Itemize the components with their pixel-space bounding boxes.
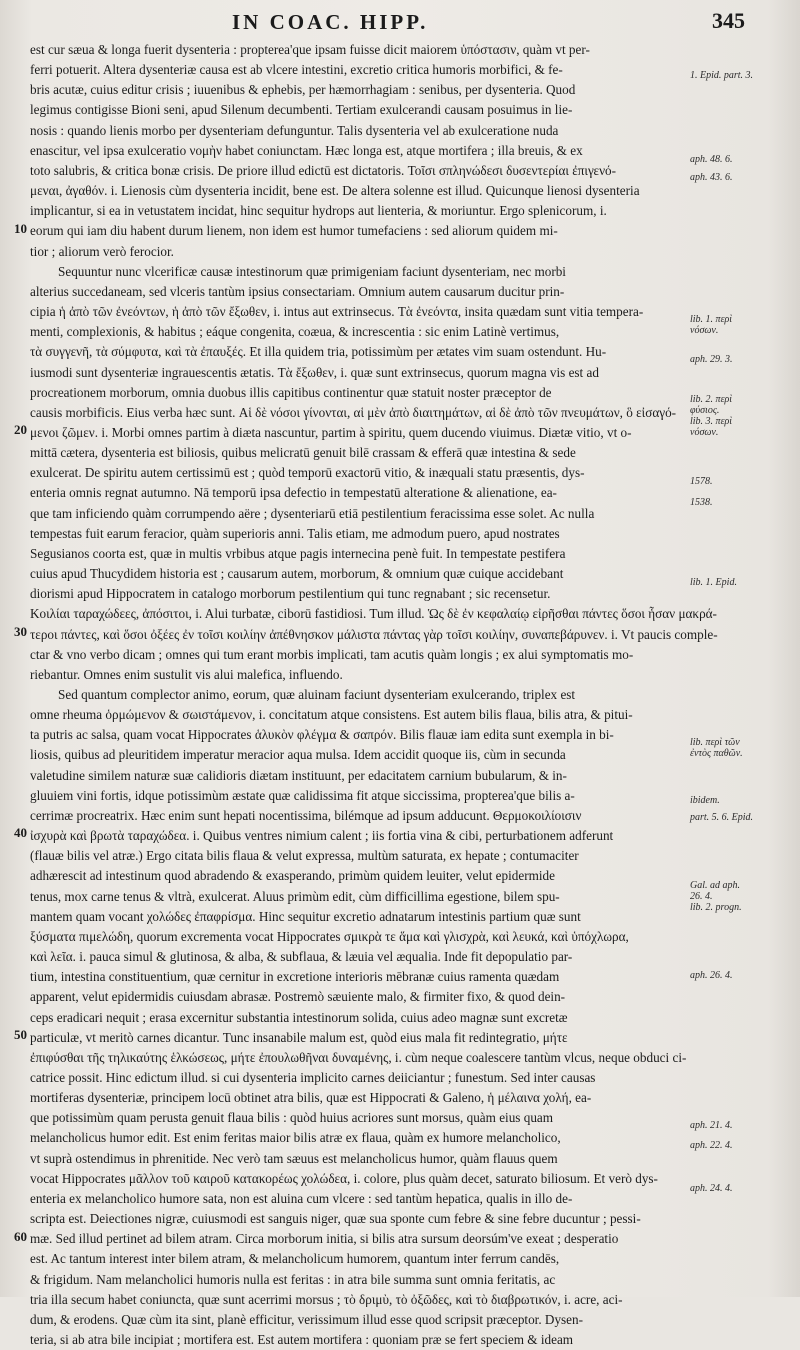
text-line: mortiferas dysenteriæ, principem locū obtinet atra bilis, quæ est Hippocrati & Galeno, ἡ μέλαινα χολή, ea-	[30, 1090, 592, 1106]
text-line: τὰ συγγενῆ, τὰ σύμφυτα, καὶ τὰ ἐπαυξές. Et illa quidem tria, potissimùm per ætates vim suam ostendunt. Hu-	[30, 344, 607, 360]
text-line: implicantur, si ea in vetustatem incidat, hinc sequitur hydrops aut lienteria, & moriuntur. Ergo splenicorum, i.	[30, 203, 607, 219]
text-line: μενοι ζῶμεν. i. Morbi omnes partim à diæta nascuntur, partim à spiritu, quem ducendo viuimus. Diætæ vitio, vt o-	[30, 424, 632, 440]
text-line: mantem quam vocant χολώδες ἐπαφρίσμα. Hinc sequitur excretio adnatarum intestinis partium quæ sunt	[30, 908, 581, 924]
margin-note: lib. 1. Epid.	[690, 577, 737, 588]
text-line: apparent, velut epidermidis cuiusdam abrasæ. Postremò sæuiente malo, & firmiter fixo, & quod dein-	[30, 989, 566, 1005]
text-line: tium, intestina constituentium, quæ cernitur in excretione interioris mēbranæ cuius ramenta quædam	[30, 969, 560, 985]
line-number: 10	[14, 221, 27, 236]
text-line: ferri potuerit. Altera dysenteriæ causa est ab vlcere intestini, excretio critica humoris morbifici, & fe-	[30, 62, 563, 78]
margin-note: φύσιος.	[690, 405, 720, 416]
margin-note: Gal. ad aph.	[690, 880, 740, 891]
margin-note: aph. 26. 4.	[690, 970, 733, 981]
margin-note: aph. 48. 6.	[690, 154, 733, 165]
margin-note: ibidem.	[690, 795, 720, 806]
text-line: & frigidum. Nam melancholici humoris nulla est feritas : in atra bile summa sunt omnia feritatis, ac	[30, 1271, 556, 1287]
margin-note: lib. 1. περὶ	[690, 314, 733, 325]
text-line: procreationem morborum, omnia duobus illis capitibus continentur quæ statuit noster præceptor de	[30, 384, 552, 400]
text-line: Sed quantum complector animo, eorum, quæ aluinam faciunt dysenteriam exulcerando, triplex est	[58, 687, 576, 702]
line-number: 60	[14, 1229, 27, 1244]
text-line: alterius succedaneam, sed vlceris tantùm ipsius consectariam. Omnium autem causarum ducitur prin-	[30, 283, 565, 299]
text-line: enascitur, vel ipsa exulceratio νομὴν habet coniunctam. Hæc longa est, atque mortifera ; illa breuis, & ex	[30, 142, 583, 158]
text-line: Κοιλίαι ταραχώδεες, ἀπόσιτοι, i. Alui turbatæ, ciborū fastidiosi. Tum illud. Ὡς δὲ ἐν κεφαλαίῳ εἰρῆσθαι πάντες ὅσοι ἦσαν μακρά-	[30, 606, 717, 622]
text-line: valetudine similem naturæ suæ calidioris diætam instituunt, per edacitatem carnium bubularum, & in-	[30, 767, 567, 783]
text-line: tria illa secum habet coniuncta, quæ sunt acerrimi morsus ; τὸ δριμὺ, τὸ ὀξῶδες, καὶ τὸ διαβρωτικόν, i. acre, aci-	[30, 1291, 623, 1307]
text-line: cipia ἡ ἀπὸ τῶν ἐνεόντων, ἡ ἀπὸ τῶν ἔξωθεν, i. intus aut extrinsecus. Τὰ ἐνεόντα, insita quædam sunt vitia tempera-	[30, 304, 644, 320]
margin-note: 1578.	[690, 476, 713, 487]
text-line: diorismi apud Hippocratem in catalogo morborum pestilentium qui tunc regnabant ; sic recensetur.	[30, 586, 551, 602]
text-line: omne rheuma ὁρμώμενον & σωιστάμενον, i. concitatum atque consistens. Est autem bilis flaua, bilis atra, & pitui-	[30, 707, 633, 723]
running-head: IN COAC. HIPP.	[232, 10, 429, 34]
text-line: iusmodi sunt dysenteriæ ingrauescentis ætatis. Τὰ ἔξωθεν, i. quæ sunt extrinsecus, quorum magna vis est ad	[30, 364, 599, 380]
text-line: tempestas fuit earum feracior, quàm superioris anni. Talis etiam, me admodum puero, apud nostrates	[30, 525, 560, 541]
margin-note: aph. 22. 4.	[690, 1140, 733, 1151]
text-line: Segusianos coorta est, quæ in multis vrbibus atque pagis internecina penè fuit. In tempestate pestifera	[30, 545, 566, 561]
margin-note: νόσων.	[690, 325, 719, 336]
text-line: eorum qui iam diu habent durum lienem, non idem est humor tumefaciens : sed aliorum quidem mi-	[30, 223, 558, 239]
text-line: cuius apud Thucydidem historia est ; causarum autem, morborum, & omnium quæ cuique accidebant	[30, 566, 564, 582]
text-line: τεροι πάντες, καὶ ὅσοι ὀξέες ἐν τοῖσι κοιλίην ἀπέθνησκον μάλιστα πάντας γὰρ τοῖσι κοιλίην, συναπεβάρυνεν. i. Vt paucis comple-	[30, 626, 718, 642]
text-line: tenus, mox carne tenus & vltrà, exulcerat. Aluus primùm edit, cùm difficillima egestione, bilem spu-	[30, 888, 560, 904]
text-line: que tam inficiendo quàm corrumpendo aëre ; dysenteriarū etiā pestilentium feracissima esse solet. Ac nulla	[30, 505, 595, 521]
text-line: vt suprà ostendimus in phrenitide. Nec verò tam sæuus est melancholicus humor, quàm flauus quem	[30, 1150, 558, 1166]
margin-note: part. 5. 6. Epid.	[690, 812, 754, 823]
text-line: gluuiem vini fortis, idque potissimùm æstate quæ calidissima fit atque siccissima, propterea'que bilis a-	[30, 787, 575, 803]
text-line: cerrimæ procreatrix. Hæc enim sunt hepati nocentissima, bilémque ad ipsum adducunt. Θερμοκοιλίοισιν	[30, 807, 582, 823]
text-line: bris acutæ, cuius editur crisis ; iuuenibus & ephebis, per hæmorrhagiam : senibus, per dysenteria. Quod	[30, 82, 576, 98]
text-line: ctar & vno verbo dicam ; omnes qui tum erant morbis implicati, tam acutis quàm longis ; ex alui symptomatis mo-	[30, 646, 634, 662]
text-line: ceps eradicari nequit ; erasa excernitur substantia intestinorum solida, cuius adeo magnæ sunt excretæ	[30, 1009, 568, 1025]
margin-note: aph. 24. 4.	[690, 1183, 733, 1194]
text-line: enteria omnis regnat autumno. Nā temporū ipsa defectio in tempestatū alteratione & alienatione, ea-	[30, 485, 557, 501]
text-line: ta putris ac salsa, quam vocat Hippocrates ἁλυκὸν φλέγμα & σαπρόν. Bilis flauæ iam edita sunt exempla in bi-	[30, 727, 614, 743]
text-line: enteria ex melancholico humore sata, non est aluina cum vlcere : sed tantùm hepatica, qualis in illo de-	[30, 1190, 573, 1206]
text-line: catrice possit. Hinc edictum illud. si cui dysenteria implicito carnes deiiciantur ; funestum. Sed inter causas	[30, 1069, 596, 1085]
text-line: teria, si ab atra bile incipiat ; mortifera est. Est autem mortifera : quoniam præ se fert speciem & ideam	[30, 1332, 574, 1347]
text-line: que potissimùm quam perusta genuit flaua bilis : quòd huius acriores sunt morsus, quàm eius quam	[30, 1110, 554, 1126]
text-line: mæ. Sed illud pertinet ad bilem atram. Circa morborum initia, si bilis atra sursum deorsúm've exeat ; desperatio	[30, 1231, 619, 1247]
line-number: 30	[14, 624, 27, 639]
margin-note: lib. 3. περὶ	[690, 416, 733, 427]
text-line: exulcerat. De spiritu autem certissimū est ; quòd temporū exactorū vitio, & inæquali statu præsentis, dys-	[30, 465, 585, 481]
margin-note: aph. 43. 6.	[690, 172, 733, 183]
line-number: 50	[14, 1027, 27, 1042]
text-line: riebantur. Omnes enim sustulit vis alui malefica, influendo.	[30, 666, 343, 682]
text-line: tior ; aliorum verò ferocior.	[30, 243, 174, 259]
text-line: particulæ, vt meritò carnes dicantur. Tunc insanabile malum est, quòd eius mala fit redintegratio, μήτε	[30, 1029, 568, 1045]
text-line: est cur sæua & longa fuerit dysenteria : propterea'que ipsam fuisse dicit maiorem ὑπόστασιν, quàm vt per-	[30, 42, 590, 57]
margin-notes	[690, 40, 798, 1280]
text-line: adhærescit ad intestinum quod abradendo & exasperando, primùm quidem leuiter, velut epidermide	[30, 868, 555, 884]
text-line: ξύσματα πιμελώδη, quorum excrementa vocat Hippocrates σμικρὰ τε ἅμα καὶ γλισχρὰ, καὶ λευκά, καὶ ὑπόχλωρα,	[30, 928, 629, 944]
margin-note: νόσων.	[690, 427, 719, 438]
text-line: καὶ λεῖα. i. pauca simul & glutinosa, & alba, & subflaua, & læuia vel æqualia. Inde fit depopulatio par-	[30, 949, 573, 965]
text-line: mittā cætera, dysenteria est biliosis, quibus melicratū genuit bilē crassam & efferā quæ intestina & sede	[30, 445, 576, 461]
text-line: legimus contigisse Bioni seni, apud Silenum decumbenti. Tertiam exulcerandi causam posuimus in lie-	[30, 102, 573, 118]
margin-note: 1538.	[690, 497, 713, 508]
text-line: nosis : quando lienis morbo per dysenteriam defunguntur. Talis dysenteria vel ab exulceratione nuda	[30, 122, 559, 138]
text-line: (flauæ bilis vel atræ.) Ergo citata bilis flaua & velut expressa, multùm saturata, ex hepate ; contumaciter	[30, 848, 579, 864]
text-line: melancholicus humor edit. Est enim feritas maior bilis atræ ex flaua, quàm ex humore melancholico,	[30, 1130, 561, 1146]
text-line: vocat Hippocrates μᾶλλον τοῦ καιροῦ κατακορέως χολώδεα, i. colore, plus quàm decet, saturato biliosum. Et verò dys-	[30, 1170, 658, 1186]
text-line: causis morbificis. Eius verba hæc sunt. Αἱ δὲ νόσοι γίνονται, αἱ μὲν ἀπὸ διαιτημάτων, αἱ δὲ ἀπὸ τῶν πνευμάτων, ὃ εἰσαγό-	[30, 404, 677, 420]
margin-note: ἐντὸς παθῶν.	[690, 748, 743, 759]
margin-note: lib. 2. περὶ	[690, 394, 733, 405]
line-number-column	[0, 40, 30, 1280]
margin-note: lib. περὶ τῶν	[690, 737, 740, 748]
text-line: ἐπιφύσθαι τῆς τηλικαύτης ἑλκώσεως, μήτε ἐπουλωθῆναι δυναμένης, i. cùm neque coalescere tantùm vlcus, neque obduci ci-	[30, 1049, 687, 1065]
margin-note: aph. 21. 4.	[690, 1120, 733, 1131]
text-line: μεναι, ἀγαθόν. i. Lienosis cùm dysenteria incidit, bene est. De altera solenne est illud. Quicunque lienosi dysenteria	[30, 183, 640, 199]
text-line: ἰσχυρὰ καὶ βρωτὰ ταραχώδεα. i. Quibus ventres nimium calent ; iis fortia vina & cibi, perturbationem adferunt	[30, 828, 614, 844]
margin-note: 1. Epid. part. 3.	[690, 70, 754, 81]
text-line: scripta est. Deiectiones nigræ, cuiusmodi est sanguis niger, quæ sua sponte cum febre & sine febre ducuntur ; pessi-	[30, 1211, 641, 1227]
text-line: Sequuntur nunc vlcerificæ causæ intestinorum quæ primigeniam faciunt dysenteriam, nec morbi	[58, 263, 566, 279]
line-number: 40	[14, 825, 27, 840]
margin-note: lib. 2. progn.	[690, 902, 742, 913]
page-number: 345	[712, 8, 745, 33]
text-line: dum, & erodens. Quæ cùm ita sint, planè efficitur, verissimum illud esse quod scripsit præceptor. Dysen-	[30, 1311, 584, 1327]
line-number: 20	[14, 422, 27, 437]
text-line: est. Ac tantum interest inter bilem atram, & melancholicum humorem, quantum inter ferrum candēs,	[30, 1251, 560, 1267]
margin-note: 26. 4.	[690, 891, 713, 902]
text-line: liosis, quibus ad pleuritidem imperatur meracior aqua mulsa. Idem accidit quoque iis, cùm in secunda	[30, 747, 566, 763]
margin-note: aph. 29. 3.	[690, 354, 733, 365]
text-line: menti, complexionis, & habitus ; eáque congenita, coæua, & increscentia : sic enim Latinè vertimus,	[30, 324, 560, 340]
text-line: toto salubris, & critica bonæ crisis. De priore illud edictū est dictatoris. Τοῖσι σπληνώδεσι δυσεντερίαι ἐπιγενό-	[30, 162, 617, 178]
page-header	[0, 6, 800, 40]
